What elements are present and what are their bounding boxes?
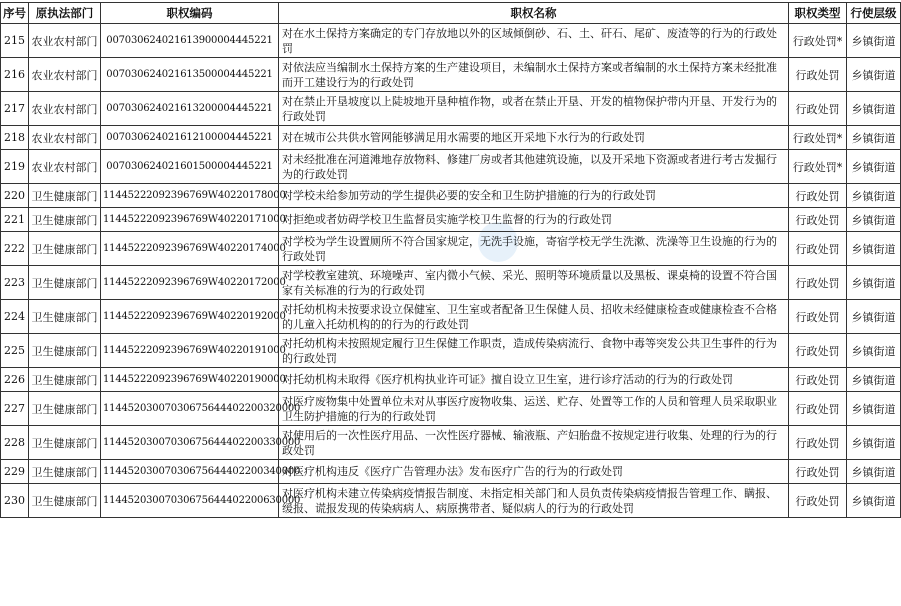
cell-dept: 卫生健康部门	[29, 484, 101, 518]
cell-no: 226	[1, 368, 29, 392]
cell-type: 行政处罚*	[789, 150, 847, 184]
cell-dept: 农业农村部门	[29, 150, 101, 184]
header-dept: 原执法部门	[29, 3, 101, 24]
header-row	[1, 3, 901, 24]
cell-dept: 卫生健康部门	[29, 426, 101, 460]
cell-no: 219	[1, 150, 29, 184]
cell-level: 乡镇街道	[847, 426, 901, 460]
cell-type: 行政处罚	[789, 232, 847, 266]
cell-level: 乡镇街道	[847, 484, 901, 518]
table-row	[1, 484, 901, 518]
cell-no: 215	[1, 24, 29, 58]
cell-type: 行政处罚	[789, 334, 847, 368]
table-row	[1, 266, 901, 300]
cell-level: 乡镇街道	[847, 92, 901, 126]
cell-code: 11445222092396769W40220190000	[101, 368, 279, 392]
cell-name: 对托幼机构未按要求设立保健室、卫生室或者配备卫生保健人员、招收未经健康检查或健康检查不合格的儿童入托幼机构的的行为的行政处罚	[279, 300, 789, 334]
cell-dept: 卫生健康部门	[29, 300, 101, 334]
cell-level: 乡镇街道	[847, 232, 901, 266]
cell-code: 007030624021613500004445221	[101, 58, 279, 92]
cell-no: 229	[1, 460, 29, 484]
cell-no: 228	[1, 426, 29, 460]
table-row	[1, 24, 901, 58]
cell-code: 007030624021601500004445221	[101, 150, 279, 184]
cell-name: 对托幼机构未取得《医疗机构执业许可证》擅自设立卫生室，进行诊疗活动的行为的行政处罚	[279, 368, 789, 392]
cell-code: 11445222092396769W40220192000	[101, 300, 279, 334]
cell-name: 对在禁止开垦坡度以上陡坡地开垦种植作物，或者在禁止开垦、开发的植物保护带内开垦、开发行为的行政处罚	[279, 92, 789, 126]
cell-dept: 农业农村部门	[29, 24, 101, 58]
cell-name: 对托幼机构未按照规定履行卫生保健工作职责，造成传染病流行、食物中毒等突发公共卫生事件的行为的行政处罚	[279, 334, 789, 368]
cell-level: 乡镇街道	[847, 266, 901, 300]
header-type: 职权类型	[789, 3, 847, 24]
table-row	[1, 126, 901, 150]
cell-dept: 农业农村部门	[29, 58, 101, 92]
header-code: 职权编码	[101, 3, 279, 24]
cell-no: 218	[1, 126, 29, 150]
cell-no: 222	[1, 232, 29, 266]
cell-code: 11445203007030675644402200340000	[101, 460, 279, 484]
table-row	[1, 300, 901, 334]
table-row	[1, 460, 901, 484]
cell-code: 007030624021613900004445221	[101, 24, 279, 58]
cell-name: 对依法应当编制水土保持方案的生产建设项目，未编制水土保持方案或者编制的水土保持方案未经批准而开工建设行为的行政处罚	[279, 58, 789, 92]
cell-name: 对学校未给参加劳动的学生提供必要的安全和卫生防护措施的行为的行政处罚	[279, 184, 789, 208]
cell-code: 11445203007030675644402200630000	[101, 484, 279, 518]
cell-name: 对在水土保持方案确定的专门存放地以外的区域倾倒砂、石、土、矸石、尾矿、废渣等的行为的行政处罚	[279, 24, 789, 58]
cell-code: 007030624021612100004445221	[101, 126, 279, 150]
cell-name: 对使用后的一次性医疗用品、一次性医疗器械、输液瓶、产妇胎盘不按规定进行收集、处理的行为的行政处罚	[279, 426, 789, 460]
cell-no: 221	[1, 208, 29, 232]
cell-no: 224	[1, 300, 29, 334]
header-level: 行使层级	[847, 3, 901, 24]
cell-level: 乡镇街道	[847, 368, 901, 392]
table-row	[1, 208, 901, 232]
cell-name: 对在城市公共供水管网能够满足用水需要的地区开采地下水行为的行政处罚	[279, 126, 789, 150]
cell-type: 行政处罚	[789, 368, 847, 392]
header-no: 序号	[1, 3, 29, 24]
cell-code: 11445222092396769W40220174000	[101, 232, 279, 266]
cell-dept: 卫生健康部门	[29, 334, 101, 368]
cell-name: 对医疗机构未建立传染病疫情报告制度、未指定相关部门和人员负责传染病疫情报告管理工作、瞒报、缓报、谎报发现的传染病病人、病原携带者、疑似病人的行为的行政处罚	[279, 484, 789, 518]
cell-dept: 卫生健康部门	[29, 368, 101, 392]
cell-level: 乡镇街道	[847, 58, 901, 92]
cell-no: 223	[1, 266, 29, 300]
cell-dept: 卫生健康部门	[29, 392, 101, 426]
cell-level: 乡镇街道	[847, 184, 901, 208]
cell-type: 行政处罚	[789, 392, 847, 426]
cell-code: 11445222092396769W40220191000	[101, 334, 279, 368]
cell-name: 对学校教室建筑、环境噪声、室内微小气候、采光、照明等环境质量以及黑板、课桌椅的设置不符合国家有关标准的行为的行政处罚	[279, 266, 789, 300]
cell-level: 乡镇街道	[847, 208, 901, 232]
header-name: 职权名称	[279, 3, 789, 24]
cell-dept: 农业农村部门	[29, 92, 101, 126]
authority-table	[0, 2, 901, 518]
cell-no: 216	[1, 58, 29, 92]
cell-dept: 卫生健康部门	[29, 232, 101, 266]
cell-level: 乡镇街道	[847, 300, 901, 334]
cell-name: 对未经批准在河道滩地存放物料、修建厂房或者其他建筑设施，以及开采地下资源或者进行考古发掘行为的行政处罚	[279, 150, 789, 184]
cell-code: 11445222092396769W40220172000	[101, 266, 279, 300]
cell-no: 227	[1, 392, 29, 426]
table-row	[1, 426, 901, 460]
cell-name: 对拒绝或者妨碍学校卫生监督员实施学校卫生监督的行为的行政处罚	[279, 208, 789, 232]
cell-dept: 农业农村部门	[29, 126, 101, 150]
table-row	[1, 150, 901, 184]
table-row	[1, 334, 901, 368]
cell-code: 11445203007030675644402200320000	[101, 392, 279, 426]
cell-type: 行政处罚	[789, 184, 847, 208]
cell-name: 对学校为学生设置厕所不符合国家规定，无洗手设施，寄宿学校无学生洗漱、洗澡等卫生设施的行为的行政处罚	[279, 232, 789, 266]
table-row	[1, 368, 901, 392]
cell-type: 行政处罚	[789, 484, 847, 518]
cell-level: 乡镇街道	[847, 126, 901, 150]
cell-no: 230	[1, 484, 29, 518]
cell-type: 行政处罚	[789, 300, 847, 334]
cell-code: 11445203007030675644402200330000	[101, 426, 279, 460]
cell-type: 行政处罚	[789, 208, 847, 232]
table-row	[1, 232, 901, 266]
cell-code: 1144522209239676​9W40220178000	[101, 184, 279, 208]
table-row	[1, 392, 901, 426]
cell-dept: 卫生健康部门	[29, 460, 101, 484]
cell-type: 行政处罚	[789, 92, 847, 126]
cell-name: 对医疗废物集中处置单位未对从事医疗废物收集、运送、贮存、处置等工作的人员和管理人员采取职业卫生防护措施的行为的行政处罚	[279, 392, 789, 426]
table-row	[1, 92, 901, 126]
cell-no: 220	[1, 184, 29, 208]
cell-no: 225	[1, 334, 29, 368]
cell-type: 行政处罚*	[789, 24, 847, 58]
cell-no: 217	[1, 92, 29, 126]
cell-type: 行政处罚	[789, 460, 847, 484]
cell-code: 007030624021613200004445221	[101, 92, 279, 126]
cell-code: 11445222092396769W40220171000	[101, 208, 279, 232]
cell-type: 行政处罚	[789, 58, 847, 92]
cell-dept: 卫生健康部门	[29, 266, 101, 300]
table-row	[1, 184, 901, 208]
cell-dept: 卫生健康部门	[29, 184, 101, 208]
cell-level: 乡镇街道	[847, 24, 901, 58]
cell-level: 乡镇街道	[847, 150, 901, 184]
cell-name: 对医疗机构违反《医疗广告管理办法》发布医疗广告的行为的行政处罚	[279, 460, 789, 484]
cell-level: 乡镇街道	[847, 334, 901, 368]
cell-type: 行政处罚	[789, 426, 847, 460]
table-row	[1, 58, 901, 92]
cell-type: 行政处罚*	[789, 126, 847, 150]
cell-type: 行政处罚	[789, 266, 847, 300]
cell-level: 乡镇街道	[847, 392, 901, 426]
cell-dept: 卫生健康部门	[29, 208, 101, 232]
cell-level: 乡镇街道	[847, 460, 901, 484]
